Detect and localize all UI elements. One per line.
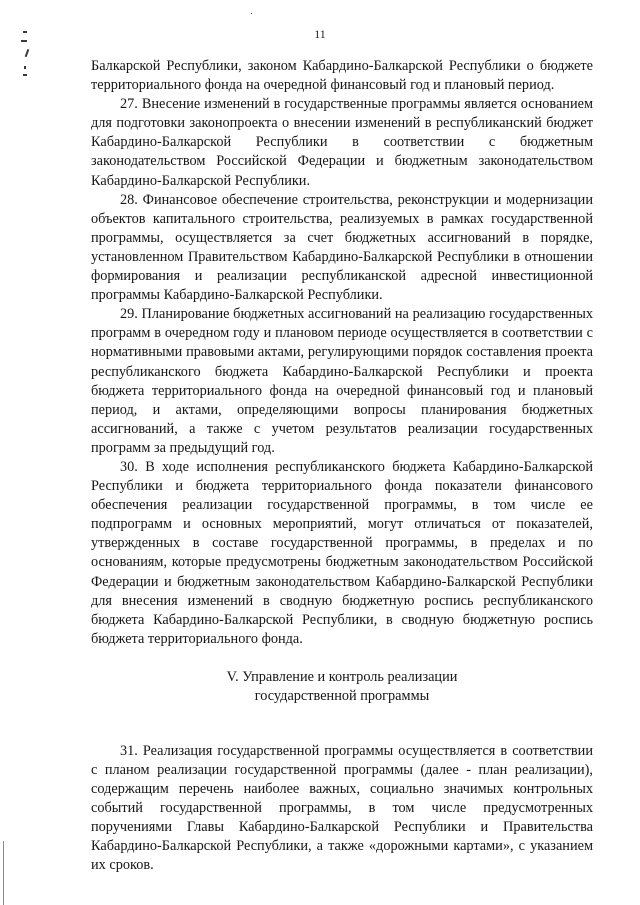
paragraph-item-27: 27. Внесение изменений в государственные программы является основанием для подготовки законопроекта о внесении изменений в республиканский бюджет Кабардино-Балкарской Республики в соответствии с бюджетным законодательством Российской Федерации и бюджетным законодательством Кабардино-Балкарской Республики. xyxy=(91,96,593,189)
document-body xyxy=(91,57,593,876)
spacer xyxy=(91,649,593,668)
section-title-line-1: V. Управление и контроль реализации xyxy=(226,668,458,685)
paragraph-item-29: 29. Планирование бюджетных ассигнований на реализацию государственных программ в очередном году и плановом периоде осуществляется в соответствии с нормативными правовыми актами, регулирующими порядок составления проекта республиканского бюджета Кабардино-Балкарской Республики и проекта бюджета территориального фонда на очередной финансовый год и плановый период, и актами, определяющими вопросы планирования бюджетных ассигнований, а также с учетом результатов реализации государственных программ за предыдущий год. xyxy=(91,306,593,456)
section-title-line-2: государственной программы xyxy=(254,688,430,705)
scan-artifact xyxy=(25,49,29,57)
section-heading xyxy=(91,668,593,707)
page-number: 11 xyxy=(314,27,326,41)
paragraph-item-28: 28. Финансовое обеспечение строительства, реконструкции и модернизации объектов капитального строительства, реализуемых в рамках государственной программы, осуществляется за счет бюджетных ассигнований в порядке, установленном Правительством Кабардино-Балкарской Республики в отношении формирования и реализации республиканской адресной инвестиционной программы Кабардино-Балкарской Республики. xyxy=(91,191,593,304)
scan-artifact xyxy=(24,66,26,69)
scan-edge-line xyxy=(3,841,4,905)
paragraph-item-31: 31. Реализация государственной программы осуществляется в соответствии с планом реализации государственной программы (далее - план реализации), содержащим перечень наиболее важных, социально значимых контрольных событий государственной программы, в том числе предусмотренных поручениями Главы Кабардино-Балкарской Республики и Правительства Кабардино-Балкарской Республики, а также «дорожными картами», с указанием их сроков. xyxy=(91,742,593,874)
scan-artifact xyxy=(23,74,27,76)
scan-artifact xyxy=(251,13,252,14)
paragraph-item-30: 30. В ходе исполнения республиканского бюджета Кабардино-Балкарской Республики и бюджета территориального фонда показатели финансового обеспечения реализации государственной программы, в том числе ее подпрограмм и основных мероприятий, могут отличаться от показателей, утвержденных в составе государственной программы, в пределах и по основаниям, которые предусмотрены бюджетным законодательством Российской Федерации и бюджетным законодательством Кабардино-Балкарской Республики для внесения изменений в сводную бюджетную роспись республиканского бюджета Кабардино-Балкарской Республики, в сводную бюджетную роспись бюджета территориального фонда. xyxy=(91,458,593,647)
paragraph-continuation: Балкарской Республики, законом Кабардино-Балкарской Республики о бюджете территориального фонда на очередной финансовый год и плановый период. xyxy=(91,58,593,94)
spacer xyxy=(91,707,593,742)
